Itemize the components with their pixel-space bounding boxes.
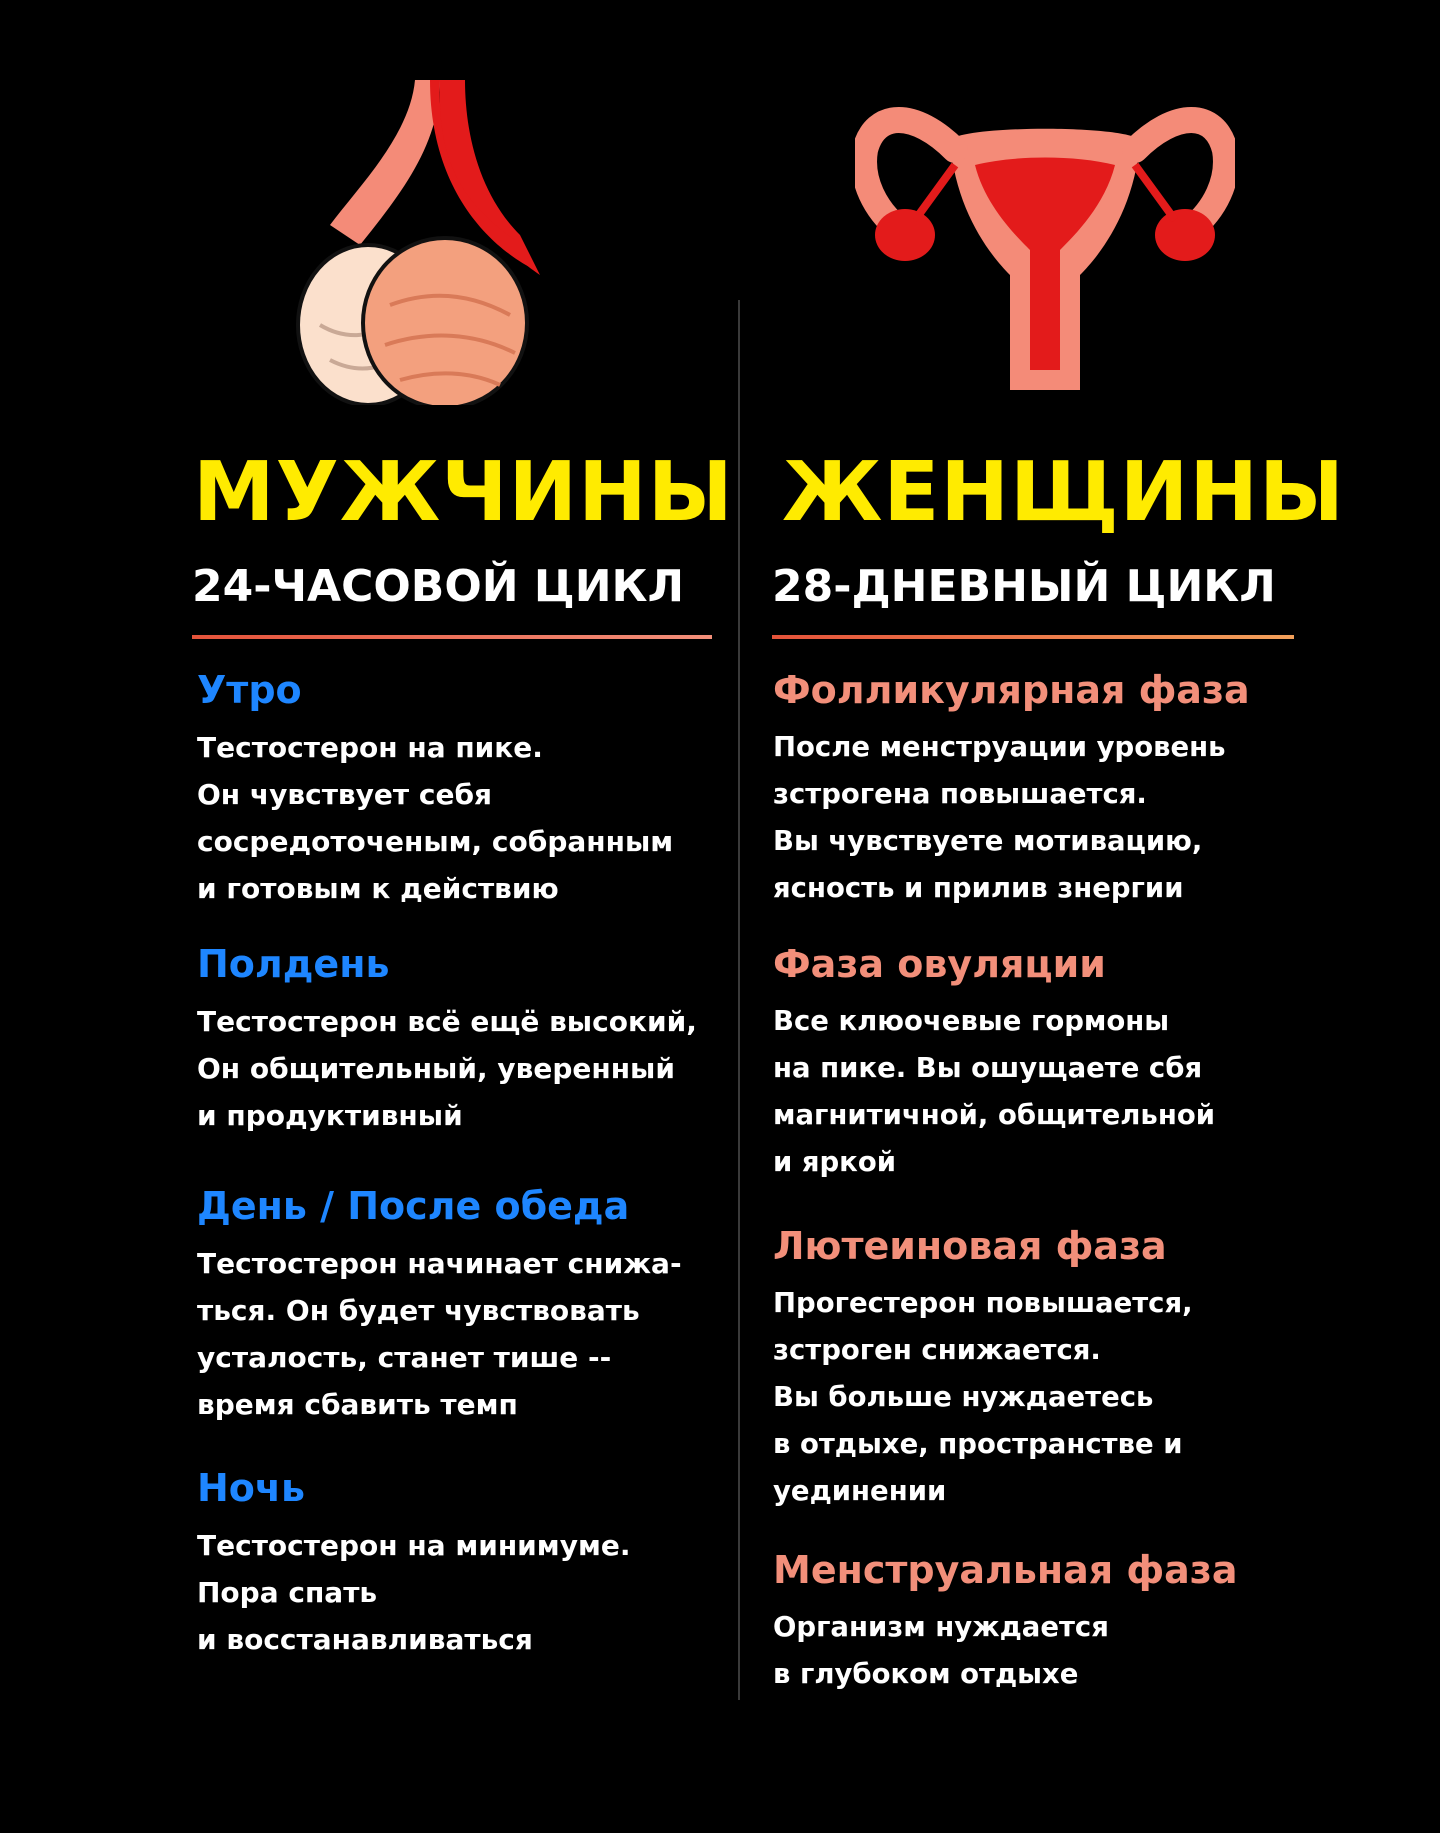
- section-heading: День / После обеда: [197, 1184, 630, 1228]
- women-section-luteal: [773, 1224, 1333, 1515]
- section-text: Тестостерон всё ещё высокий, Он общительный, уверенный и продуктивный: [197, 1004, 697, 1132]
- section-text: Тестостерон на пике. Он чувствует себя сосредоточеным, собранным и готовым к действию: [197, 730, 674, 905]
- section-text: Тестостерон начинает снижа- ться. Он будет чувствовать усталость, станет тише -- время сбавить темп: [197, 1246, 682, 1421]
- section-text: Тестостерон на минимуме. Пора спать и восстанавливаться: [197, 1528, 631, 1656]
- uterus-icon: [855, 70, 1235, 390]
- section-text: Организм нуждается в глубоком отдыхе: [773, 1610, 1109, 1690]
- section-heading: Ночь: [197, 1466, 306, 1510]
- men-section-morning: [197, 668, 757, 912]
- section-heading: Полдень: [197, 942, 390, 986]
- women-section-follicular: [773, 668, 1333, 912]
- women-section-ovulation: [773, 942, 1333, 1186]
- men-subtitle: 24-ЧАСОВОЙ ЦИКЛ: [192, 561, 685, 612]
- women-underline: [772, 635, 1294, 639]
- section-heading: Менструальная фаза: [773, 1548, 1238, 1592]
- section-heading: Лютеиновая фаза: [773, 1224, 1167, 1268]
- men-title: МУЖЧИНЫ: [193, 445, 734, 540]
- section-text: После менструации уровень зстрогена повышается. Вы чувствуете мотивацию, ясность и прилив знергии: [773, 730, 1226, 904]
- section-heading: Фаза овуляции: [773, 942, 1106, 986]
- men-section-afternoon: [197, 1184, 757, 1428]
- men-section-noon: [197, 942, 757, 1139]
- women-title: ЖЕНЩИНЫ: [782, 445, 1345, 540]
- section-heading: Фолликулярная фаза: [773, 668, 1250, 712]
- section-text: Все клюочевые гормоны на пике. Вы ошущаете сбя магнитичной, общительной и яркой: [773, 1004, 1215, 1178]
- section-text: Прогестерон повышается, зстроген снижается. Вы больше нуждаетесь в отдыхе, пространстве и уединении: [773, 1286, 1193, 1507]
- testes-icon: [290, 75, 550, 405]
- women-subtitle: 28-ДНЕВНЫЙ ЦИКЛ: [772, 561, 1276, 612]
- section-heading: Утро: [197, 668, 302, 712]
- women-section-menstrual: [773, 1548, 1333, 1698]
- men-section-night: [197, 1466, 757, 1663]
- men-underline: [192, 635, 712, 639]
